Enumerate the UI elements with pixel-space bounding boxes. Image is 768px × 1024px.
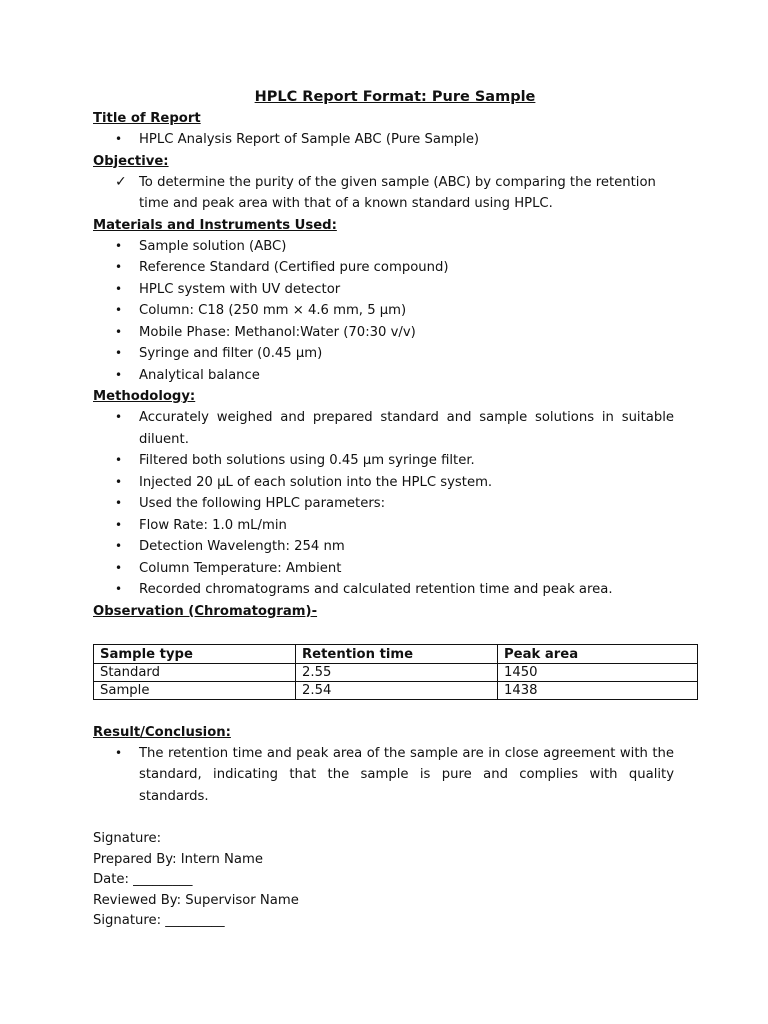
table-cell: 2.54 <box>296 681 498 699</box>
bullet-icon: • <box>115 496 123 510</box>
signature-line: Signature: <box>93 831 162 846</box>
list-item-text: Flow Rate: 1.0 mL/min <box>139 517 287 533</box>
bullet-icon: • <box>115 281 123 296</box>
spacer <box>93 700 697 722</box>
bullet-icon: • <box>115 453 123 467</box>
objective-list <box>93 172 697 215</box>
table-header-sample-type: Sample type <box>94 644 296 663</box>
list-item <box>93 343 697 365</box>
list-item-text: HPLC Analysis Report of Sample ABC (Pure Sample) <box>139 132 480 147</box>
bullet-icon: • <box>115 539 123 553</box>
list-item <box>93 129 697 151</box>
bullet-icon: • <box>115 517 123 532</box>
table-header-row <box>94 644 698 663</box>
table-row <box>94 681 698 699</box>
list-item <box>93 300 697 322</box>
list-item <box>93 472 697 494</box>
table-cell: 2.55 <box>296 663 498 681</box>
heading-objective: Objective: <box>93 153 169 169</box>
list-item-text: To determine the purity of the given sample (ABC) by comparing the retention time and peak area with that of a known standard using HPLC. <box>139 174 656 211</box>
list-item-text: Reference Standard (Certified pure compound) <box>139 260 449 275</box>
bullet-icon: • <box>115 346 123 360</box>
list-item <box>93 236 697 258</box>
list-item-text: Recorded chromatograms and calculated retention time and peak area. <box>139 582 613 597</box>
heading-result: Result/Conclusion: <box>93 724 231 740</box>
bullet-icon: • <box>115 745 123 760</box>
list-item-text: Filtered both solutions using 0.45 µm syringe filter. <box>139 453 475 468</box>
bullet-icon: • <box>115 238 123 253</box>
list-item-text: HPLC system with UV detector <box>139 281 341 297</box>
result-list <box>93 743 697 808</box>
list-item-text: Column: C18 (250 mm × 4.6 mm, 5 µm) <box>139 303 407 318</box>
bullet-icon: • <box>115 367 123 382</box>
page-title: HPLC Report Format: Pure Sample <box>254 89 536 105</box>
list-item-text: The retention time and peak area of the sample are in close agreement with the standard, indicating that the sample is pure and complies with quality standards. <box>139 745 674 804</box>
title-of-report-list <box>93 129 697 151</box>
checkmark-icon: ✓ <box>115 173 127 190</box>
list-item-text: Syringe and filter (0.45 µm) <box>139 346 323 361</box>
list-item <box>93 558 697 580</box>
heading-title-of-report: Title of Report <box>93 111 201 126</box>
materials-list <box>93 236 697 387</box>
bullet-icon: • <box>115 260 123 274</box>
bullet-icon: • <box>115 560 123 575</box>
signature-line-2: Signature: _________ <box>93 913 225 928</box>
table-cell: Sample <box>94 681 296 699</box>
list-item <box>93 536 697 558</box>
bullet-icon: • <box>115 324 123 339</box>
spacer <box>93 622 697 644</box>
list-item <box>93 322 697 344</box>
bullet-icon: • <box>115 410 123 424</box>
signature-block <box>93 829 697 932</box>
bullet-icon: • <box>115 582 123 596</box>
list-item <box>93 172 697 215</box>
list-item-text: Mobile Phase: Methanol:Water (70:30 v/v) <box>139 324 416 340</box>
list-item-text: Used the following HPLC parameters: <box>139 496 386 511</box>
list-item-text: Accurately weighed and prepared standard and sample solutions in suitable diluent. <box>139 410 674 447</box>
date-line: Date: _________ <box>93 872 193 887</box>
bullet-icon: • <box>115 132 123 146</box>
table-header-retention-time: Retention time <box>296 644 498 663</box>
list-item <box>93 743 697 808</box>
table-cell: 1450 <box>498 663 698 681</box>
list-item <box>93 365 697 387</box>
table-cell: Standard <box>94 663 296 681</box>
document-page <box>93 86 697 932</box>
prepared-by-line: Prepared By: Intern Name <box>93 851 263 867</box>
list-item-text: Injected 20 µL of each solution into the HPLC system. <box>139 474 493 490</box>
list-item-text: Sample solution (ABC) <box>139 238 287 254</box>
list-item <box>93 257 697 279</box>
list-item-text: Detection Wavelength: 254 nm <box>139 539 345 554</box>
list-item <box>93 279 697 301</box>
list-item <box>93 407 697 450</box>
list-item <box>93 493 697 515</box>
observation-table <box>93 644 698 700</box>
reviewed-by-line: Reviewed By: Supervisor Name <box>93 892 299 908</box>
list-item-text: Analytical balance <box>139 367 260 383</box>
table-row <box>94 663 698 681</box>
spacer <box>93 807 697 829</box>
list-item <box>93 450 697 472</box>
heading-methodology: Methodology: <box>93 389 196 404</box>
bullet-icon: • <box>115 303 123 317</box>
bullet-icon: • <box>115 474 123 489</box>
table-cell: 1438 <box>498 681 698 699</box>
methodology-list <box>93 407 697 601</box>
list-item <box>93 579 697 601</box>
list-item-text: Column Temperature: Ambient <box>139 560 342 576</box>
heading-observation: Observation (Chromatogram)- <box>93 603 318 619</box>
table-header-peak-area: Peak area <box>498 644 698 663</box>
list-item <box>93 515 697 537</box>
heading-materials: Materials and Instruments Used: <box>93 217 337 233</box>
